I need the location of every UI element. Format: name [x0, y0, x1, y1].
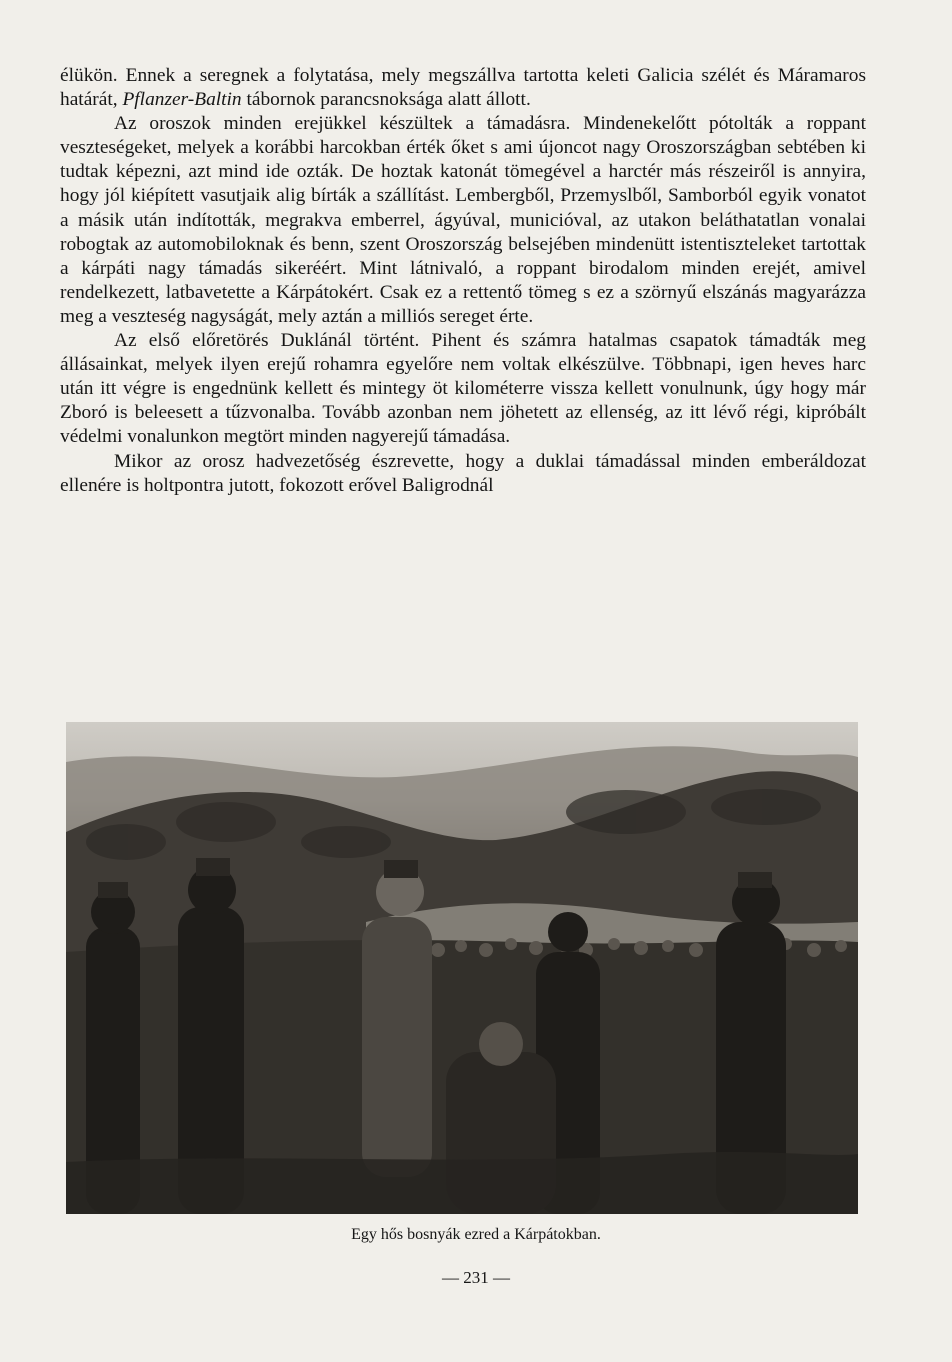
italic-name: Pflanzer-Baltin — [122, 89, 242, 111]
paragraph-3 — [60, 329, 866, 449]
photo-caption: Egy hős bosnyák ezred a Kárpátokban. — [351, 1226, 601, 1243]
text-run: Az oroszok minden erejükkel készültek a támadásra. Mindenekelőtt pótolták a roppant veszteségeket, melyek a korábbi harcokban érték őket s ami újoncot nagy Oroszországban sebtében ki tudtak képezni, azt mind ide ozták. De hoztak katonát tömegével a harctér más részeiről is annyira, hogy jól kiépített vasutjaik alig bírták a szállítást. Lembergből, Przemyslből, Samborból egyik vonatot a másik után indították, megrakva emberrel, ágyúval, municióval, az utakon beláthatatlan vonalai robogtak az automobiloknak és benn, szent Oroszország belsejében mindenütt istentiszteleket tartottak a kárpáti nagy támadás sikeréért. Mint látnivaló, a roppant birodalom minden erejét, amivel rendelkezett, latbavetette a Kárpátokért. Csak ez a rettentő tömeg s ez a szörnyű elszánás magyarázza meg a veszteség nagyságát, mely aztán a milliós sereget érte. — [60, 113, 866, 327]
photograph-soldiers — [66, 722, 858, 1214]
page-number: — 231 — — [442, 1268, 510, 1287]
text-run: élükön. Ennek a seregnek a folytatása, mely megszállva tartotta keleti Galicia szélét és Máramaros határát, — [60, 65, 866, 111]
text-run: Mikor az orosz hadvezetőség észrevette, hogy a duklai támadással minden emberáldozat ellenére is holtpontra jutott, fokozott erővel Baligrodnál — [60, 450, 866, 496]
body-text — [60, 64, 866, 498]
text-run: tábornok parancsnoksága alatt állott. — [241, 89, 531, 111]
paragraph-1 — [60, 64, 866, 112]
paragraph-2 — [60, 112, 866, 329]
paragraph-4 — [60, 450, 866, 498]
photograph-illustration — [66, 722, 858, 1214]
text-run: Az első előretörés Duklánál történt. Pihent és számra hatalmas csapatok támadták meg állásainkat, melyek ilyen erejű rohamra egyelőre nem voltak elkészülve. Többnapi, igen heves harc után itt végre is engednünk kellett és mintegy öt kilométerre vissza kellett vonulnunk, úgy hogy már Zboró is beleesett a tűzvonalba. Tovább azonban nem jöhetett az ellenség, az itt lévő régi, kipróbált védelmi vonalunkon megtört minden nagyerejű támadása. — [60, 330, 866, 448]
